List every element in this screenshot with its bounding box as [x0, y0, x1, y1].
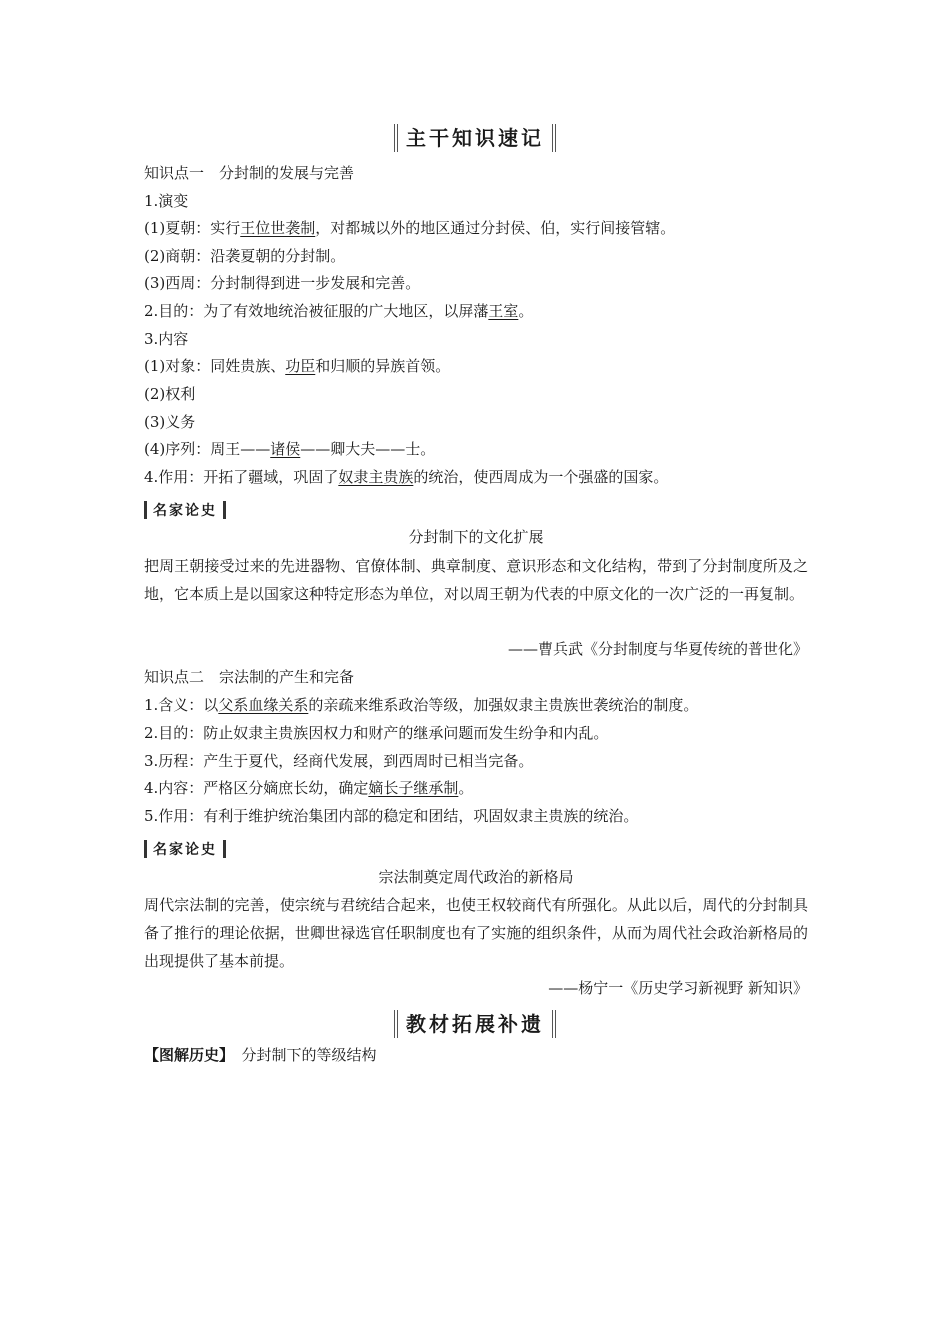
- kp1-line-10-a: (4)序列：周王——: [144, 440, 271, 458]
- kp2-title: 知识点二 宗法制的产生和完备: [144, 668, 355, 686]
- kp1-blank-wangshi: 王室: [488, 302, 519, 320]
- kp1-line-6: 3.内容: [144, 330, 189, 348]
- kp2-line-4-a: 4.内容：严格区分嫡庶长幼，确定: [144, 779, 369, 797]
- kp1-line-2-a: (1)夏朝：实行: [144, 219, 241, 237]
- kp1-line-5-b: 。: [518, 302, 534, 320]
- kp1-line-4: (3)西周：分封制得到进一步发展和完善。: [144, 274, 421, 292]
- box2-text: 周代宗法制的完善，使宗统与君统结合起来，也使王权较商代有所强化。从此以后，周代的分封制具备了推行的理论依据，世卿世禄选官任职制度也有了实施的组织条件，从而为周代社会政治新格局的出现提供了基本前提。: [144, 896, 808, 970]
- kp2-line-3: 3.历程：产生于夏代，经商代发展，到西周时已相当完备。: [144, 752, 534, 770]
- kp1-line-7-b: 和归顺的异族首领。: [315, 357, 451, 375]
- kp2-blank-dizhangzi: 嫡长子继承制: [368, 779, 459, 797]
- kp1-line-8: (2)权利: [144, 385, 196, 403]
- kp1-line-9: (3)义务: [144, 413, 196, 431]
- kp1-line-2: [144, 217, 675, 239]
- kp1-line-11: [144, 466, 668, 488]
- kp1-line-7-a: (1)对象：同姓贵族、: [144, 357, 286, 375]
- kp2-line-1-b: 的亲疏来维系政治等级，加强奴隶主贵族世袭统治的制度。: [308, 696, 699, 714]
- box1-badge: [144, 499, 226, 521]
- badge-bar-right: [223, 501, 226, 519]
- kp1-line-11-b: 的统治，使西周成为一个强盛的国家。: [413, 468, 669, 486]
- box2-source: ——杨宁一《历史学习新视野 新知识》: [548, 979, 808, 997]
- kp1-line-5-a: 2.目的：为了有效地统治被征服的广大地区，以屏藩: [144, 302, 489, 320]
- kp2-line-1-a: 1.含义：以: [144, 696, 219, 714]
- box2-badge-text: 名家论史: [153, 842, 217, 858]
- kp1-line-11-a: 4.作用：开拓了疆域，巩固了: [144, 468, 339, 486]
- kp1-line-7: [144, 355, 450, 377]
- box1-badge-text: 名家论史: [153, 503, 217, 519]
- box1-source: ——曹兵武《分封制度与华夏传统的普世化》: [507, 640, 808, 658]
- ext-text: 分封制下的等级结构: [241, 1046, 377, 1064]
- kp1-blank-zhuhou: 诸侯: [270, 440, 301, 458]
- kp2-blank-fuxi: 父系血缘关系: [218, 696, 309, 714]
- kp1-line-2-b: ，对都城以外的地区通过分封侯、伯，实行间接管辖。: [315, 219, 676, 237]
- kp1-blank-wangwei: 王位世袭制: [240, 219, 316, 237]
- kp1-line-3: (2)商朝：沿袭夏朝的分封制。: [144, 247, 346, 265]
- section-title-ext: [0, 1010, 950, 1038]
- kp1-line-10: [144, 438, 435, 460]
- kp1-title: 知识点一 分封制的发展与完善: [144, 164, 355, 182]
- kp1-line-1: 1.演变: [144, 192, 189, 210]
- box2-badge: [144, 838, 226, 860]
- kp1-blank-nuli: 奴隶主贵族: [338, 468, 414, 486]
- badge-bar-right: [223, 840, 226, 858]
- kp1-line-10-b: ——卿大夫——士。: [300, 440, 436, 458]
- box1-heading: 分封制下的文化扩展: [408, 528, 544, 546]
- section-title-ext-text: 教材拓展补遗: [406, 1012, 544, 1036]
- box1-text: 把周王朝接受过来的先进器物、官僚体制、典章制度、意识形态和文化结构，带到了分封制度所及之地，它本质上是以国家这种特定形态为单位，对以周王朝为代表的中原文化的一次广泛的一再复制。: [144, 557, 808, 603]
- kp2-line-1: [144, 694, 698, 716]
- box2-heading: 宗法制奠定周代政治的新格局: [378, 868, 574, 886]
- section-title-main: [0, 124, 950, 152]
- kp1-line-5: [144, 300, 533, 322]
- kp2-line-4: [144, 777, 473, 799]
- kp2-line-5: 5.作用：有利于维护统治集团内部的稳定和团结，巩固奴隶主贵族的统治。: [144, 807, 639, 825]
- kp2-line-2: 2.目的：防止奴隶主贵族因权力和财产的继承问题而发生纷争和内乱。: [144, 724, 609, 742]
- section-title-main-text: 主干知识速记: [406, 126, 544, 150]
- ext-label: 【图解历史】: [144, 1046, 227, 1064]
- kp2-line-4-b: 。: [458, 779, 474, 797]
- ext-line: [144, 1044, 377, 1066]
- kp1-blank-gongchen: 功臣: [285, 357, 316, 375]
